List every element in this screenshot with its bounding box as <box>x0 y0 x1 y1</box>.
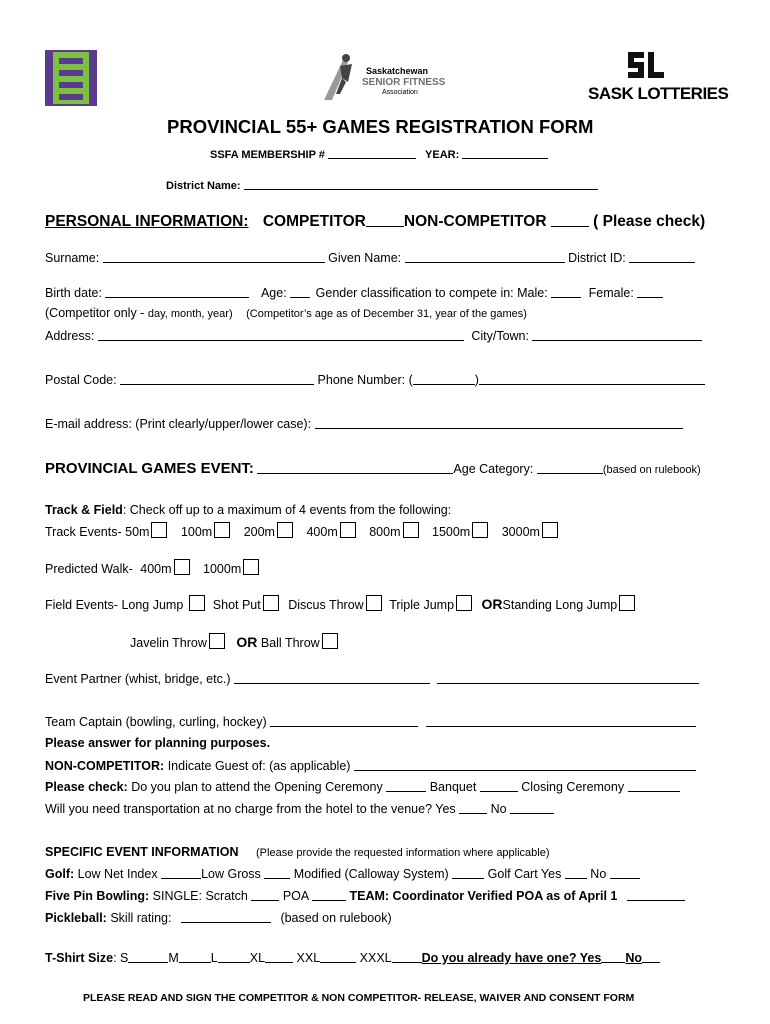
year-field[interactable] <box>462 146 548 159</box>
track-50m-checkbox[interactable] <box>151 522 167 538</box>
tshirt-xxl-field[interactable] <box>320 950 356 963</box>
year-label: YEAR: <box>425 149 460 161</box>
track-field-instruction: : Check off up to a maximum of 4 events from the following: <box>122 503 452 517</box>
guest-of-field[interactable] <box>354 758 696 771</box>
partner-row <box>45 671 699 686</box>
track-400m-checkbox[interactable] <box>340 522 356 538</box>
please-check-bold: Please check: <box>45 780 128 794</box>
email-row <box>45 416 683 431</box>
track-3000m-checkbox[interactable] <box>542 522 558 538</box>
walk-1000m-label: 1000m <box>203 562 242 576</box>
tshirt-label: T-Shirt Size <box>45 951 114 965</box>
triple-jump-checkbox[interactable] <box>456 595 472 611</box>
postal-field[interactable] <box>120 372 314 385</box>
track-events-row <box>45 522 558 539</box>
tshirt-l-field[interactable] <box>218 950 250 963</box>
banquet-label: Banquet <box>429 780 477 794</box>
track-800m-checkbox[interactable] <box>403 522 419 538</box>
tshirt-xxl-label: XXL <box>296 951 321 965</box>
tshirt-m-label: M <box>168 951 179 965</box>
phone-field[interactable] <box>479 372 705 385</box>
track-100m-label: 100m <box>180 525 213 539</box>
track-1500m-checkbox[interactable] <box>472 522 488 538</box>
city-label: City/Town: <box>471 329 529 343</box>
golf-modified-label: Modified (Calloway System) <box>293 867 449 881</box>
tshirt-s-field[interactable] <box>128 950 168 963</box>
walk-400m-label: 400m <box>140 562 172 576</box>
triple-jump-label: Triple Jump <box>389 598 455 612</box>
golf-cart-yes-field[interactable] <box>565 866 587 879</box>
surname-field[interactable] <box>103 250 325 263</box>
membership-field[interactable] <box>328 146 416 159</box>
skill-rating-label: Skill rating: <box>110 911 172 925</box>
non-competitor-check[interactable] <box>551 211 589 227</box>
javelin-row <box>130 633 338 650</box>
age-field[interactable] <box>290 285 310 298</box>
district-label: District Name: <box>166 180 241 192</box>
walk-1000m-checkbox[interactable] <box>243 559 259 575</box>
non-competitor-label: NON-COMPETITOR <box>403 213 547 230</box>
female-field[interactable] <box>637 285 663 298</box>
transport-label: Will you need transportation at no charge from the hotel to the venue? Yes <box>45 802 456 816</box>
long-jump-label: Long Jump <box>121 598 184 612</box>
event-row <box>45 460 701 477</box>
birth-date-label: Birth date: <box>45 286 102 300</box>
logo-mid-line2: SENIOR FITNESS <box>362 77 446 88</box>
age-category-field[interactable] <box>537 461 603 474</box>
team-poa-field[interactable] <box>627 888 685 901</box>
five-pin-scratch-field[interactable] <box>251 888 279 901</box>
personal-heading: PERSONAL INFORMATION: <box>45 213 249 230</box>
five-pin-scratch-label: SINGLE: Scratch <box>152 889 248 903</box>
have-one-yes-field[interactable] <box>601 950 625 963</box>
golf-modified-field[interactable] <box>452 866 484 879</box>
track-1500m-label: 1500m <box>432 525 471 539</box>
membership-label: SSFA MEMBERSHIP # <box>210 149 325 161</box>
track-100m-checkbox[interactable] <box>214 522 230 538</box>
tshirt-m-field[interactable] <box>179 950 211 963</box>
shot-put-label: Shot Put <box>212 598 261 612</box>
district-id-field[interactable] <box>629 250 695 263</box>
competitor-only-note: (Competitor only - <box>45 306 145 320</box>
form-title: PROVINCIAL 55+ GAMES REGISTRATION FORM <box>167 116 594 137</box>
date-format-note: day, month, year) <box>147 308 233 320</box>
team-poa-label: TEAM: Coordinator Verified POA as of April 1 <box>349 889 618 903</box>
ssfa-green-logo <box>45 50 97 106</box>
specific-heading: SPECIFIC EVENT INFORMATION <box>45 845 239 859</box>
age-label: Age: <box>260 286 287 300</box>
name-row <box>45 250 695 265</box>
transport-row <box>45 801 554 816</box>
field-events-row <box>45 595 635 612</box>
or-label-1: OR <box>481 596 503 612</box>
have-one-no-field[interactable] <box>642 950 660 963</box>
skill-rating-field[interactable] <box>181 910 271 923</box>
golf-net-field[interactable] <box>161 866 201 879</box>
attend-row <box>45 779 680 794</box>
given-name-field[interactable] <box>405 250 565 263</box>
age-category-label: Age Category: <box>453 462 534 476</box>
tshirt-xl-label: XL <box>249 951 266 965</box>
captain-row <box>45 714 696 729</box>
email-field[interactable] <box>315 416 683 429</box>
golf-label: Golf: <box>45 867 75 881</box>
planning-note: Please answer for planning purposes. <box>45 736 271 750</box>
five-pin-label: Five Pin Bowling: <box>45 889 150 903</box>
track-200m-checkbox[interactable] <box>277 522 293 538</box>
golf-cart-label: Golf Cart Yes <box>487 867 562 881</box>
partner-label: Event Partner (whist, bridge, etc.) <box>45 672 231 686</box>
track-800m-label: 800m <box>369 525 401 539</box>
transport-no-label: No <box>490 802 507 816</box>
tshirt-xxxl-label: XXXL <box>359 951 392 965</box>
event-heading: PROVINCIAL GAMES EVENT: <box>45 460 254 477</box>
male-field[interactable] <box>551 285 581 298</box>
track-events-label: Track Events- <box>45 525 122 539</box>
address-field[interactable] <box>98 328 464 341</box>
ball-throw-checkbox[interactable] <box>322 633 338 649</box>
closing-label: Closing Ceremony <box>521 780 625 794</box>
track-field-heading: Track & Field <box>45 503 123 517</box>
tshirt-row <box>45 950 660 965</box>
rulebook-note: (based on rulebook) <box>602 464 701 476</box>
golf-net-label: Low Net Index <box>77 867 158 881</box>
banquet-field[interactable] <box>480 779 518 792</box>
standing-long-jump-checkbox[interactable] <box>619 595 635 611</box>
tshirt-xl-field[interactable] <box>265 950 293 963</box>
pickleball-row <box>45 910 392 925</box>
pickleball-label: Pickleball: <box>45 911 107 925</box>
district-row <box>166 177 598 192</box>
logo-mid-line1: Saskatchewan <box>366 66 429 76</box>
golf-cart-no-field[interactable] <box>610 866 640 879</box>
transport-no-field[interactable] <box>510 801 554 814</box>
district-field[interactable] <box>244 177 598 190</box>
track-50m-label: 50m <box>125 525 150 539</box>
walk-row <box>45 559 259 576</box>
email-label: E-mail address: (Print clearly/upper/lower case): <box>45 417 312 431</box>
closing-field[interactable] <box>628 779 680 792</box>
opening-label: Do you plan to attend the Opening Ceremony <box>131 780 383 794</box>
have-one-label: Do you already have one? Yes <box>421 951 602 965</box>
noncomp-row <box>45 758 696 773</box>
javelin-label: Javelin Throw <box>130 636 207 650</box>
tshirt-s-label: : S <box>113 951 129 965</box>
javelin-checkbox[interactable] <box>209 633 225 649</box>
surname-label: Surname: <box>45 251 100 265</box>
golf-gross-label: Low Gross <box>201 867 261 881</box>
captain-label: Team Captain (bowling, curling, hockey) <box>45 715 267 729</box>
track-3000m-label: 3000m <box>501 525 540 539</box>
birth-row <box>45 285 663 300</box>
shot-put-checkbox[interactable] <box>263 595 279 611</box>
footer-notice: PLEASE READ AND SIGN THE COMPETITOR & NON COMPETITOR- RELEASE, WAIVER AND CONSENT FORM <box>83 992 635 1004</box>
standing-long-jump-label: Standing Long Jump <box>502 598 618 612</box>
golf-cart-no-label: No <box>590 867 607 881</box>
area-code-field[interactable] <box>413 372 475 385</box>
captain-field-2[interactable] <box>426 714 696 727</box>
sl-monogram-icon <box>626 50 666 80</box>
track-200m-label: 200m <box>243 525 275 539</box>
sask-lotteries-logo <box>588 50 729 108</box>
tshirt-l-label: L <box>210 951 218 965</box>
ssfa-association-logo <box>322 52 446 102</box>
golf-row <box>45 866 640 881</box>
please-check-label: ( Please check) <box>593 213 706 230</box>
postal-label: Postal Code: <box>45 373 117 387</box>
district-id-label: District ID: <box>568 251 626 265</box>
postal-row <box>45 372 705 387</box>
five-pin-row <box>45 888 685 903</box>
or-label-2: OR <box>236 634 258 650</box>
discus-checkbox[interactable] <box>366 595 382 611</box>
ssfa-green-logo-icon <box>45 50 97 106</box>
partner-field-2[interactable] <box>437 671 699 684</box>
track-400m-label: 400m <box>306 525 338 539</box>
address-label: Address: <box>45 329 95 343</box>
transport-yes-field[interactable] <box>459 801 487 814</box>
sask-lotteries-text: SASK LOTTERIES <box>588 84 729 103</box>
event-field[interactable] <box>257 461 453 474</box>
noncomp-label: NON-COMPETITOR: <box>45 759 165 773</box>
long-jump-checkbox[interactable] <box>189 595 205 611</box>
captain-field-1[interactable] <box>270 714 418 727</box>
phone-label: Phone Number: ( <box>317 373 413 387</box>
walk-400m-checkbox[interactable] <box>174 559 190 575</box>
age-note: (Competitor’s age as of December 31, year of the games) <box>246 308 527 320</box>
guest-of-label: Indicate Guest of: (as applicable) <box>167 759 351 773</box>
birth-note-row <box>45 306 527 320</box>
pickleball-rulebook-note: (based on rulebook) <box>280 911 392 925</box>
logo-mid-line3: Association <box>382 89 418 96</box>
female-label: Female: <box>588 286 634 300</box>
address-row <box>45 328 702 343</box>
partner-field-1[interactable] <box>234 671 430 684</box>
gender-label: Gender classification to compete in: Male: <box>315 286 548 300</box>
competitor-label: COMPETITOR <box>262 213 366 230</box>
runner-figure-icon <box>322 52 362 102</box>
ball-throw-label: Ball Throw <box>260 636 320 650</box>
membership-row <box>210 146 548 161</box>
phone-close: ) <box>474 373 479 387</box>
competitor-check[interactable] <box>366 211 404 227</box>
track-field-row <box>45 503 451 517</box>
walk-label: Predicted Walk- <box>45 562 133 576</box>
golf-gross-field[interactable] <box>264 866 290 879</box>
specific-note: (Please provide the requested information where applicable) <box>256 847 550 859</box>
personal-heading-row <box>45 211 705 231</box>
city-field[interactable] <box>532 328 702 341</box>
opening-field[interactable] <box>386 779 426 792</box>
specific-heading-row <box>45 845 550 859</box>
tshirt-xxxl-field[interactable] <box>392 950 422 963</box>
discus-label: Discus Throw <box>288 598 364 612</box>
five-pin-poa-field[interactable] <box>312 888 346 901</box>
field-events-label: Field Events- <box>45 598 118 612</box>
five-pin-poa-label: POA <box>282 889 309 903</box>
birth-date-field[interactable] <box>105 285 249 298</box>
have-one-no-label: No <box>625 951 643 965</box>
given-name-label: Given Name: <box>328 251 402 265</box>
